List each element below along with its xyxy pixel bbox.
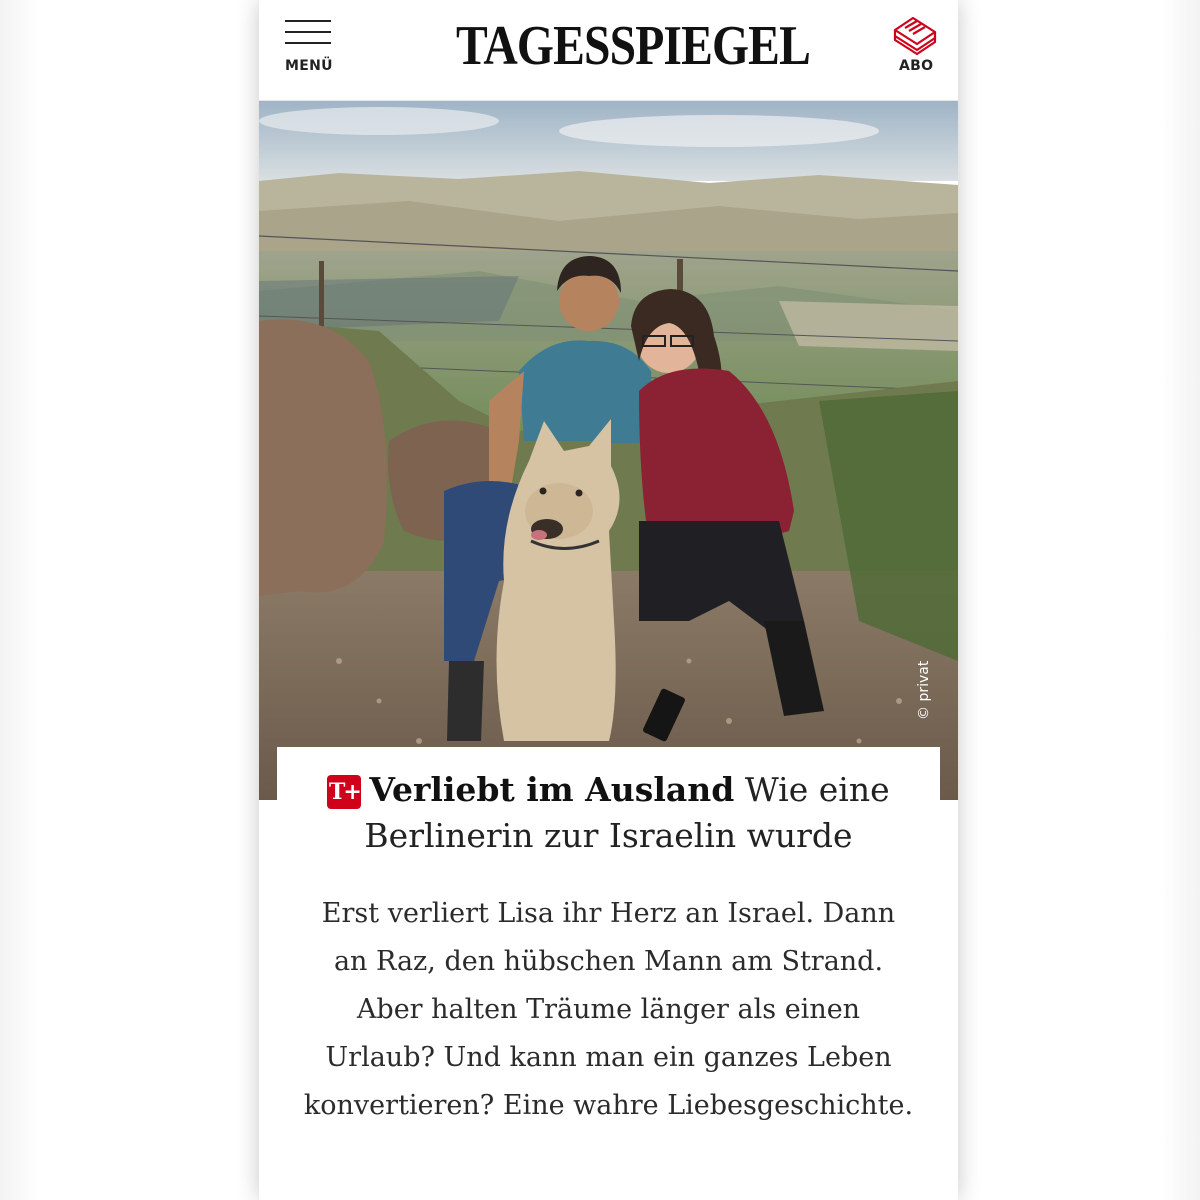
hamburger-icon [285,20,331,22]
site-logo[interactable]: TAGESSPIEGEL [456,15,810,77]
photo-credit: © privat [916,660,932,720]
menu-label: MENÜ [285,58,333,74]
hamburger-icon-bar [285,42,331,44]
hero-photo [259,101,958,800]
hero-image[interactable] [259,101,958,800]
article-kicker: Verliebt im Ausland [369,770,735,809]
article-title: Wie eine Berlinerin zur Israelin wurde [364,770,890,855]
abo-button[interactable] [885,12,945,78]
tplus-badge-icon: T+ [327,775,361,809]
newspaper-icon [891,12,939,56]
hamburger-icon-bar [285,31,331,33]
article-card[interactable] [277,747,940,1200]
site-header [259,0,958,101]
menu-button[interactable] [283,18,335,80]
article-headline[interactable] [277,767,940,859]
article-teaser: Erst verliert Lisa ihr Herz an Israel. Dann an Raz, den hübschen Mann am Strand. Aber halten Träume länger als einen Urlaub? Und kann man ein ganzes Leben konvertieren? Eine wahre Liebesgeschichte. [303,898,914,1121]
abo-label: ABO [899,58,934,74]
mobile-viewport [259,0,958,1200]
